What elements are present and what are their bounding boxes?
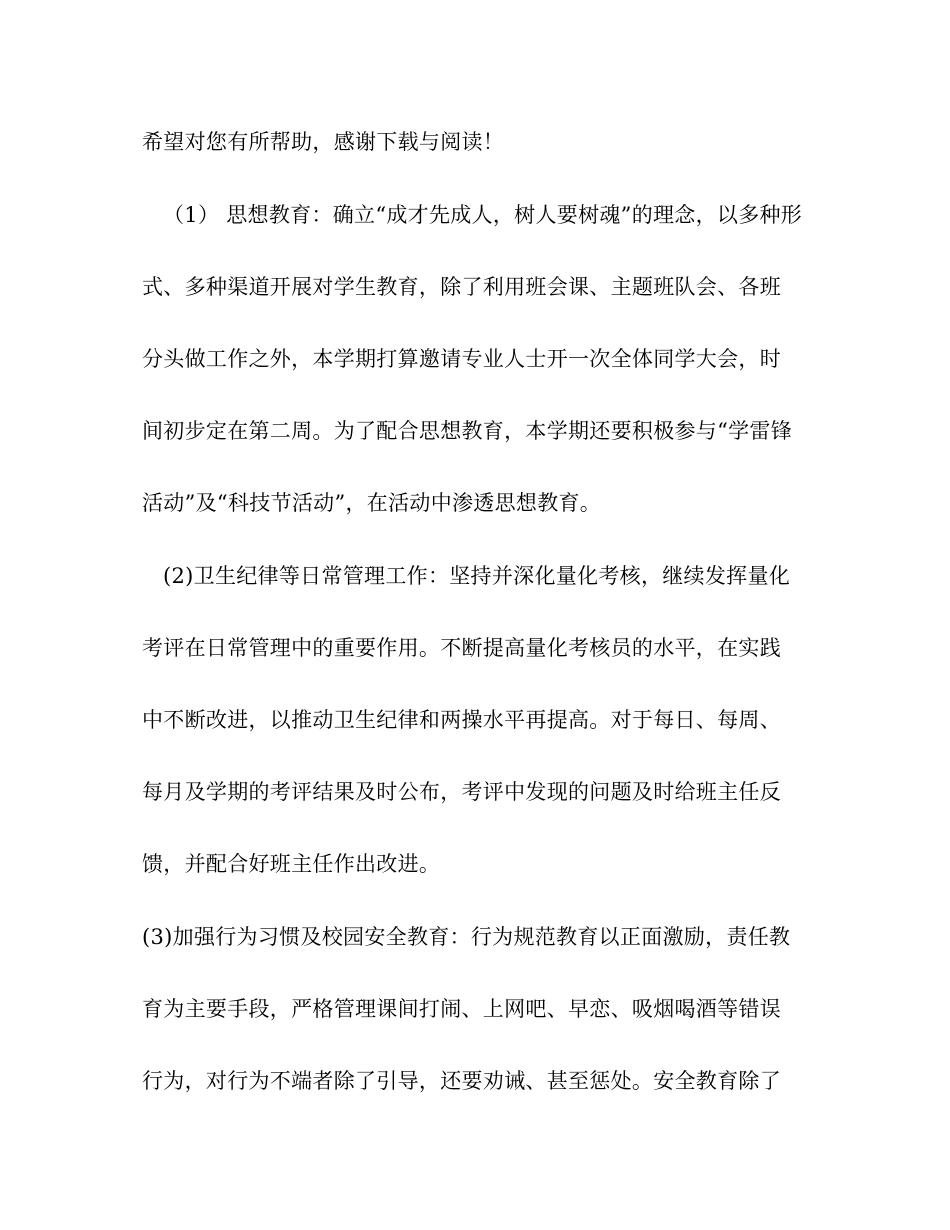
text-line-item-2: (2)卫生纪律等日常管理工作：坚持并深化量化考核，继续发挥量化 xyxy=(163,564,791,588)
text-line: 活动”及“科技节活动”，在活动中渗透思想教育。 xyxy=(142,491,602,515)
text-line-item-3: (3)加强行为习惯及校园安全教育：行为规范教育以正面激励，责任教 xyxy=(142,925,791,949)
text-line: 间初步定在第二周。为了配合思想教育，本学期还要积极参与“学雷锋 xyxy=(142,419,793,443)
text-line: 育为主要手段，严格管理课间打闹、上网吧、早恋、吸烟喝酒等错误 xyxy=(142,997,781,1021)
text-line: 行为，对行为不端者除了引导，还要劝诫、甚至惩处。安全教育除了 xyxy=(142,1069,781,1093)
text-line: 每月及学期的考评结果及时公布，考评中发现的问题及时给班主任反 xyxy=(142,780,781,804)
text-line: 馈，并配合好班主任作出改进。 xyxy=(142,852,441,876)
text-line: 中不断改进，以推动卫生纪律和两操水平再提高。对于每日、每周、 xyxy=(142,708,781,732)
text-line-item-1: （1） 思想教育：确立“成才先成人，树人要树魂”的理念，以多种形 xyxy=(163,203,803,227)
text-line: 考评在日常管理中的重要作用。不断提高量化考核员的水平，在实践 xyxy=(142,636,781,660)
text-line-closing-note: 希望对您有所帮助，感谢下载与阅读！ xyxy=(142,130,505,154)
text-line: 式、多种渠道开展对学生教育，除了利用班会课、主题班队会、各班 xyxy=(142,275,781,299)
text-line: 分头做工作之外，本学期打算邀请专业人士开一次全体同学大会，时 xyxy=(142,347,781,371)
